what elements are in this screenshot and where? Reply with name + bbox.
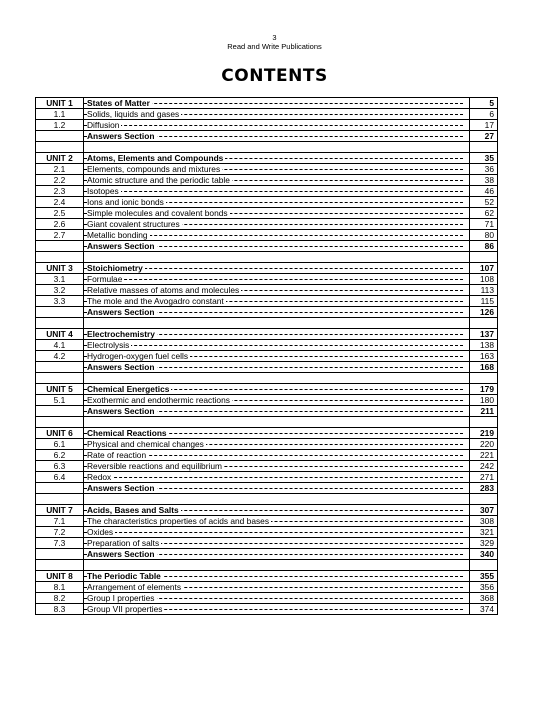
entry-title-cell bbox=[84, 263, 470, 274]
dash-leader bbox=[84, 191, 463, 192]
answers-row bbox=[36, 241, 498, 252]
entry-title-cell bbox=[84, 395, 470, 406]
page-ref: 356 bbox=[470, 582, 498, 593]
entry-title-cell bbox=[84, 571, 470, 582]
unit-code: 7.1 bbox=[36, 516, 84, 527]
section-row bbox=[36, 186, 498, 197]
section-row bbox=[36, 604, 498, 615]
unit-code: UNIT 5 bbox=[36, 384, 84, 395]
entry-title-cell bbox=[84, 164, 470, 175]
page-ref bbox=[470, 142, 498, 153]
entry-title: Diffusion bbox=[87, 120, 120, 130]
unit-code bbox=[36, 318, 84, 329]
entry-title-cell bbox=[84, 384, 470, 395]
entry-title-cell bbox=[84, 241, 470, 252]
entry-title: Acids, Bases and Salts bbox=[87, 505, 179, 515]
entry-title-cell bbox=[84, 208, 470, 219]
dash-leader bbox=[84, 125, 463, 126]
entry-title-cell bbox=[84, 439, 470, 450]
entry-title: Rate of reaction bbox=[87, 450, 147, 460]
entry-title: Answers Section bbox=[87, 483, 155, 493]
entry-title: Redox bbox=[87, 472, 112, 482]
entry-title: Answers Section bbox=[87, 362, 155, 372]
section-row bbox=[36, 175, 498, 186]
page-ref bbox=[470, 373, 498, 384]
answers-row bbox=[36, 362, 498, 373]
unit-code: 6.1 bbox=[36, 439, 84, 450]
page-ref: 137 bbox=[470, 329, 498, 340]
unit-row bbox=[36, 384, 498, 395]
entry-title: Simple molecules and covalent bonds bbox=[87, 208, 228, 218]
entry-title-cell bbox=[84, 131, 470, 142]
page-ref: 113 bbox=[470, 285, 498, 296]
section-row bbox=[36, 285, 498, 296]
unit-code: 6.3 bbox=[36, 461, 84, 472]
dash-leader bbox=[84, 477, 463, 478]
page-ref: 38 bbox=[470, 175, 498, 186]
unit-code: 3.1 bbox=[36, 274, 84, 285]
unit-code bbox=[36, 417, 84, 428]
entry-title-cell bbox=[84, 230, 470, 241]
entry-title: Chemical Reactions bbox=[87, 428, 167, 438]
unit-code bbox=[36, 307, 84, 318]
entry-title-cell bbox=[84, 153, 470, 164]
entry-title-cell bbox=[84, 274, 470, 285]
page-ref: 283 bbox=[470, 483, 498, 494]
unit-row bbox=[36, 428, 498, 439]
unit-code bbox=[36, 494, 84, 505]
unit-code: 2.1 bbox=[36, 164, 84, 175]
answers-row bbox=[36, 307, 498, 318]
entry-title: Answers Section bbox=[87, 549, 155, 559]
page-ref: 308 bbox=[470, 516, 498, 527]
page-ref: 355 bbox=[470, 571, 498, 582]
entry-title: Ions and ionic bonds bbox=[87, 197, 164, 207]
entry-title-cell bbox=[84, 604, 470, 615]
unit-code: UNIT 1 bbox=[36, 98, 84, 109]
entry-title: Formulae bbox=[87, 274, 123, 284]
page-ref: 71 bbox=[470, 219, 498, 230]
spacer-row bbox=[36, 560, 498, 571]
page-ref: 107 bbox=[470, 263, 498, 274]
section-row bbox=[36, 351, 498, 362]
page-ref: 6 bbox=[470, 109, 498, 120]
unit-row bbox=[36, 98, 498, 109]
entry-title-cell bbox=[84, 461, 470, 472]
page-ref: 219 bbox=[470, 428, 498, 439]
entry-title: Reversible reactions and equilibrium bbox=[87, 461, 222, 471]
entry-title-cell bbox=[84, 417, 470, 428]
section-row bbox=[36, 538, 498, 549]
unit-row bbox=[36, 505, 498, 516]
spacer-row bbox=[36, 252, 498, 263]
entry-title-cell bbox=[84, 351, 470, 362]
unit-code: 6.2 bbox=[36, 450, 84, 461]
page-ref: 179 bbox=[470, 384, 498, 395]
entry-title: Physical and chemical changes bbox=[87, 439, 204, 449]
answers-row bbox=[36, 549, 498, 560]
section-row bbox=[36, 472, 498, 483]
spacer-row bbox=[36, 417, 498, 428]
entry-title: Answers Section bbox=[87, 406, 155, 416]
page-number: 3 bbox=[272, 33, 277, 42]
entry-title: The Periodic Table bbox=[87, 571, 161, 581]
unit-code: 2.6 bbox=[36, 219, 84, 230]
unit-code: 1.2 bbox=[36, 120, 84, 131]
page-ref: 221 bbox=[470, 450, 498, 461]
entry-title-cell bbox=[84, 219, 470, 230]
entry-title-cell bbox=[84, 505, 470, 516]
entry-title: Metallic bonding bbox=[87, 230, 148, 240]
page-ref: 36 bbox=[470, 164, 498, 175]
unit-code: 8.3 bbox=[36, 604, 84, 615]
section-row bbox=[36, 395, 498, 406]
entry-title-cell bbox=[84, 98, 470, 109]
page-ref: 115 bbox=[470, 296, 498, 307]
entry-title: Hydrogen-oxygen fuel cells bbox=[87, 351, 189, 361]
page-ref: 108 bbox=[470, 274, 498, 285]
page-ref: 17 bbox=[470, 120, 498, 131]
unit-code bbox=[36, 362, 84, 373]
section-row bbox=[36, 120, 498, 131]
unit-code: 2.7 bbox=[36, 230, 84, 241]
entry-title-cell bbox=[84, 142, 470, 153]
section-row bbox=[36, 340, 498, 351]
entry-title: States of Matter bbox=[87, 98, 150, 108]
unit-code: 1.1 bbox=[36, 109, 84, 120]
contents-table bbox=[35, 97, 498, 615]
answers-row bbox=[36, 406, 498, 417]
entry-title: Electrolysis bbox=[87, 340, 130, 350]
section-row bbox=[36, 164, 498, 175]
entry-title: Relative masses of atoms and molecules bbox=[87, 285, 240, 295]
entry-title-cell bbox=[84, 406, 470, 417]
unit-code: 4.1 bbox=[36, 340, 84, 351]
unit-code: UNIT 8 bbox=[36, 571, 84, 582]
unit-code: 4.2 bbox=[36, 351, 84, 362]
entry-title: Answers Section bbox=[87, 131, 155, 141]
entry-title-cell bbox=[84, 362, 470, 373]
entry-title: Chemical Energetics bbox=[87, 384, 170, 394]
unit-code bbox=[36, 131, 84, 142]
page-ref: 168 bbox=[470, 362, 498, 373]
unit-row bbox=[36, 263, 498, 274]
section-row bbox=[36, 197, 498, 208]
unit-row bbox=[36, 329, 498, 340]
unit-code: UNIT 4 bbox=[36, 329, 84, 340]
page-ref: 62 bbox=[470, 208, 498, 219]
unit-code: UNIT 6 bbox=[36, 428, 84, 439]
contents-heading: CONTENTS bbox=[221, 66, 328, 86]
entry-title-cell bbox=[84, 120, 470, 131]
entry-title: Answers Section bbox=[87, 241, 155, 251]
page-ref bbox=[470, 318, 498, 329]
section-row bbox=[36, 219, 498, 230]
entry-title: The characteristics properties of acids and bases bbox=[87, 516, 270, 526]
page-ref: 86 bbox=[470, 241, 498, 252]
unit-code: 2.4 bbox=[36, 197, 84, 208]
unit-row bbox=[36, 153, 498, 164]
page-ref bbox=[470, 494, 498, 505]
section-row bbox=[36, 593, 498, 604]
page-ref: 271 bbox=[470, 472, 498, 483]
dash-leader bbox=[84, 279, 463, 280]
entry-title-cell bbox=[84, 252, 470, 263]
entry-title-cell bbox=[84, 186, 470, 197]
entry-title-cell bbox=[84, 318, 470, 329]
entry-title-cell bbox=[84, 307, 470, 318]
page-ref: 126 bbox=[470, 307, 498, 318]
section-row bbox=[36, 516, 498, 527]
page-ref: 307 bbox=[470, 505, 498, 516]
entry-title-cell bbox=[84, 516, 470, 527]
page-ref: 329 bbox=[470, 538, 498, 549]
page-ref: 321 bbox=[470, 527, 498, 538]
unit-code bbox=[36, 406, 84, 417]
unit-code bbox=[36, 483, 84, 494]
contents-table-body bbox=[36, 98, 498, 615]
unit-code: 2.5 bbox=[36, 208, 84, 219]
entry-title-cell bbox=[84, 483, 470, 494]
section-row bbox=[36, 439, 498, 450]
page-ref: 52 bbox=[470, 197, 498, 208]
unit-code: 8.1 bbox=[36, 582, 84, 593]
spacer-row bbox=[36, 494, 498, 505]
entry-title-cell bbox=[84, 527, 470, 538]
unit-code bbox=[36, 373, 84, 384]
entry-title-cell bbox=[84, 296, 470, 307]
section-row bbox=[36, 450, 498, 461]
entry-title: Atoms, Elements and Compounds bbox=[87, 153, 224, 163]
page-ref bbox=[470, 560, 498, 571]
unit-code: 3.3 bbox=[36, 296, 84, 307]
entry-title-cell bbox=[84, 175, 470, 186]
unit-code: UNIT 3 bbox=[36, 263, 84, 274]
unit-code bbox=[36, 549, 84, 560]
section-row bbox=[36, 461, 498, 472]
entry-title-cell bbox=[84, 109, 470, 120]
answers-row bbox=[36, 483, 498, 494]
spacer-row bbox=[36, 373, 498, 384]
entry-title-cell bbox=[84, 538, 470, 549]
unit-code: UNIT 2 bbox=[36, 153, 84, 164]
entry-title: Group VII properties bbox=[87, 604, 163, 614]
entry-title: Answers Section bbox=[87, 307, 155, 317]
section-row bbox=[36, 208, 498, 219]
dash-leader bbox=[84, 532, 463, 533]
page-ref: 138 bbox=[470, 340, 498, 351]
page-ref: 35 bbox=[470, 153, 498, 164]
entry-title: Preparation of salts bbox=[87, 538, 160, 548]
page-ref: 163 bbox=[470, 351, 498, 362]
entry-title: Giant covalent structures bbox=[87, 219, 180, 229]
unit-code: 7.3 bbox=[36, 538, 84, 549]
unit-code: 7.2 bbox=[36, 527, 84, 538]
unit-code: 2.2 bbox=[36, 175, 84, 186]
page-ref bbox=[470, 417, 498, 428]
page-ref: 27 bbox=[470, 131, 498, 142]
entry-title: Electrochemistry bbox=[87, 329, 155, 339]
entry-title: Stoichiometry bbox=[87, 263, 143, 273]
answers-row bbox=[36, 131, 498, 142]
unit-code: 5.1 bbox=[36, 395, 84, 406]
page-ref: 180 bbox=[470, 395, 498, 406]
spacer-row bbox=[36, 142, 498, 153]
section-row bbox=[36, 527, 498, 538]
entry-title: Arrangement of elements bbox=[87, 582, 182, 592]
entry-title-cell bbox=[84, 373, 470, 384]
unit-code bbox=[36, 142, 84, 153]
page-ref: 374 bbox=[470, 604, 498, 615]
entry-title-cell bbox=[84, 494, 470, 505]
section-row bbox=[36, 230, 498, 241]
unit-code: UNIT 7 bbox=[36, 505, 84, 516]
entry-title: Solids, liquids and gases bbox=[87, 109, 180, 119]
unit-code: 8.2 bbox=[36, 593, 84, 604]
section-row bbox=[36, 109, 498, 120]
unit-code: 6.4 bbox=[36, 472, 84, 483]
entry-title-cell bbox=[84, 450, 470, 461]
section-row bbox=[36, 274, 498, 285]
page-ref: 340 bbox=[470, 549, 498, 560]
unit-code: 2.3 bbox=[36, 186, 84, 197]
unit-code: 3.2 bbox=[36, 285, 84, 296]
page-ref: 5 bbox=[470, 98, 498, 109]
page-ref: 46 bbox=[470, 186, 498, 197]
entry-title: Oxides bbox=[87, 527, 114, 537]
entry-title: Elements, compounds and mixtures bbox=[87, 164, 221, 174]
page-ref: 220 bbox=[470, 439, 498, 450]
unit-code bbox=[36, 241, 84, 252]
entry-title-cell bbox=[84, 329, 470, 340]
entry-title-cell bbox=[84, 549, 470, 560]
entry-title: The mole and the Avogadro constant bbox=[87, 296, 224, 306]
entry-title: Isotopes bbox=[87, 186, 119, 196]
page-ref: 368 bbox=[470, 593, 498, 604]
entry-title-cell bbox=[84, 340, 470, 351]
unit-code bbox=[36, 252, 84, 263]
page-ref bbox=[470, 252, 498, 263]
entry-title: Atomic structure and the periodic table bbox=[87, 175, 230, 185]
entry-title: Group I properties bbox=[87, 593, 155, 603]
entry-title-cell bbox=[84, 472, 470, 483]
page-ref: 242 bbox=[470, 461, 498, 472]
entry-title-cell bbox=[84, 593, 470, 604]
dash-leader bbox=[84, 345, 463, 346]
entry-title-cell bbox=[84, 285, 470, 296]
entry-title-cell bbox=[84, 428, 470, 439]
spacer-row bbox=[36, 318, 498, 329]
entry-title-cell bbox=[84, 582, 470, 593]
entry-title-cell bbox=[84, 560, 470, 571]
unit-code bbox=[36, 560, 84, 571]
section-row bbox=[36, 296, 498, 307]
unit-row bbox=[36, 571, 498, 582]
page-ref: 211 bbox=[470, 406, 498, 417]
entry-title-cell bbox=[84, 197, 470, 208]
publisher-name: Read and Write Publications bbox=[227, 42, 322, 51]
entry-title: Exothermic and endothermic reactions bbox=[87, 395, 230, 405]
section-row bbox=[36, 582, 498, 593]
page-ref: 80 bbox=[470, 230, 498, 241]
